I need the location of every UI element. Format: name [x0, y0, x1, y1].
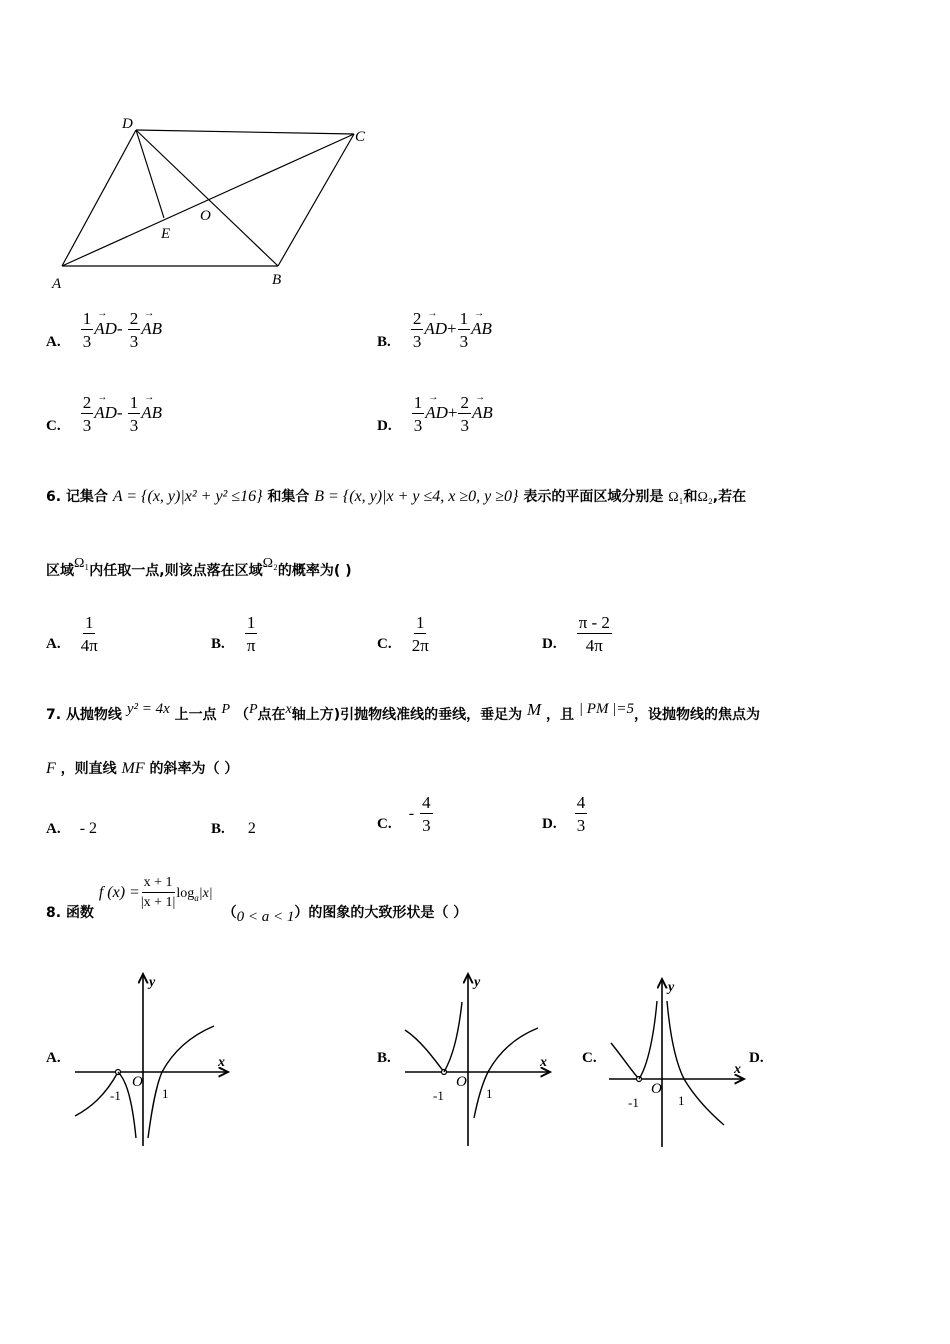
q7-option-d[interactable]: D. $\frac{4}{3}$	[542, 793, 586, 835]
option-label: A.	[46, 333, 61, 350]
set-a: A = {(x, y)|x² + y² ≤16}	[112, 488, 263, 505]
q6-option-c[interactable]: C. $\frac{1}{2\pi}$	[377, 613, 429, 655]
q7-stem-line2: F ，则直线 MF 的斜率为（ ）	[46, 760, 239, 777]
tick-one: 1	[486, 1086, 493, 1101]
y-axis-label: y	[474, 975, 481, 990]
q6-stem-line2: 区域Ω₁内任取一点,则该点落在区域Ω₂的概率为( )	[46, 556, 352, 579]
graph-option-c[interactable]	[606, 975, 751, 1150]
vertex-d-label: D	[122, 116, 133, 132]
option-label: B.	[377, 333, 391, 350]
q7-option-b[interactable]: B. 2	[211, 820, 256, 837]
q6-option-d[interactable]: D. $\frac{\pi - 2}{4\pi}$	[542, 613, 610, 655]
y-axis-label: y	[668, 980, 675, 995]
tick-minus-one: -1	[433, 1088, 444, 1103]
tick-minus-one: -1	[110, 1088, 121, 1103]
q5-option-a[interactable]: A. $\frac{1}{3}$ → AD- $\frac{2}{3}$ → AB	[46, 310, 162, 350]
q7-stem-line1: 7. 从抛物线 y² = 4x 上一点 P （P点在x轴上方)引抛物线准线的垂线，垂足为 M ，且 | PM |=5，设抛物线的焦点为	[46, 700, 760, 723]
origin-label: O	[651, 1081, 662, 1097]
q7-option-c[interactable]: C. - $\frac{4}{3}$	[377, 793, 431, 835]
tick-one: 1	[678, 1093, 685, 1108]
point-e-label: E	[161, 226, 171, 242]
graph-option-a[interactable]	[70, 968, 235, 1148]
x-axis-label: x	[540, 1055, 547, 1070]
x-axis-label: x	[734, 1062, 741, 1077]
y-axis-label: y	[149, 975, 156, 990]
vertex-a-label: A	[52, 276, 62, 292]
q6-stem-line1: 6. 记集合 A = {(x, y)|x² + y² ≤16} 和集合 B = {(x, y)|x + y ≤4, x ≥0, y ≥0} 表示的平面区域分别是 Ω₁和Ω₂,若在	[46, 488, 747, 505]
q6-option-b[interactable]: B. $\frac{1}{\pi}$	[211, 613, 256, 655]
q8-option-a[interactable]: A.	[46, 1050, 61, 1066]
q6-option-a[interactable]: A. $\frac{1}{4\pi}$	[46, 613, 98, 655]
q8-option-b[interactable]: B.	[377, 1050, 391, 1066]
origin-label: O	[456, 1074, 467, 1090]
q5-option-c[interactable]: C. $\frac{2}{3}$ → AD- $\frac{1}{3}$ → AB	[46, 394, 162, 434]
question-number: 7.	[46, 707, 62, 723]
q8-option-d[interactable]: D.	[749, 1050, 764, 1066]
question-number: 8.	[46, 904, 62, 921]
option-label: C.	[46, 417, 61, 434]
q5-option-d[interactable]: D. $\frac{1}{3}$ → AD+ $\frac{2}{3}$ → AB	[377, 394, 493, 434]
option-label: D.	[377, 417, 392, 434]
x-axis-label: x	[218, 1055, 225, 1070]
parallelogram-figure	[40, 108, 380, 298]
tick-minus-one: -1	[628, 1095, 639, 1110]
q8-option-c[interactable]: C.	[582, 1050, 597, 1066]
question-number: 6.	[46, 489, 62, 505]
tick-one: 1	[162, 1086, 169, 1101]
graph-option-b[interactable]	[400, 968, 560, 1148]
q5-option-b[interactable]: B. $\frac{2}{3}$ → AD+ $\frac{1}{3}$ → AB	[377, 310, 492, 350]
q7-option-a[interactable]: A. - 2	[46, 820, 98, 837]
point-o-label: O	[200, 208, 211, 224]
q8-stem: 8. 函数 f (x) = $\frac{x + 1}{|x + 1|}$ $\log_a|x|$ （0 < a < 1）的图象的大致形状是（ ）	[46, 875, 468, 925]
vertex-c-label: C	[355, 129, 366, 145]
set-b: B = {(x, y)|x + y ≤4, x ≥0, y ≥0}	[314, 488, 519, 505]
vertex-b-label: B	[272, 272, 282, 288]
origin-label: O	[132, 1074, 143, 1090]
